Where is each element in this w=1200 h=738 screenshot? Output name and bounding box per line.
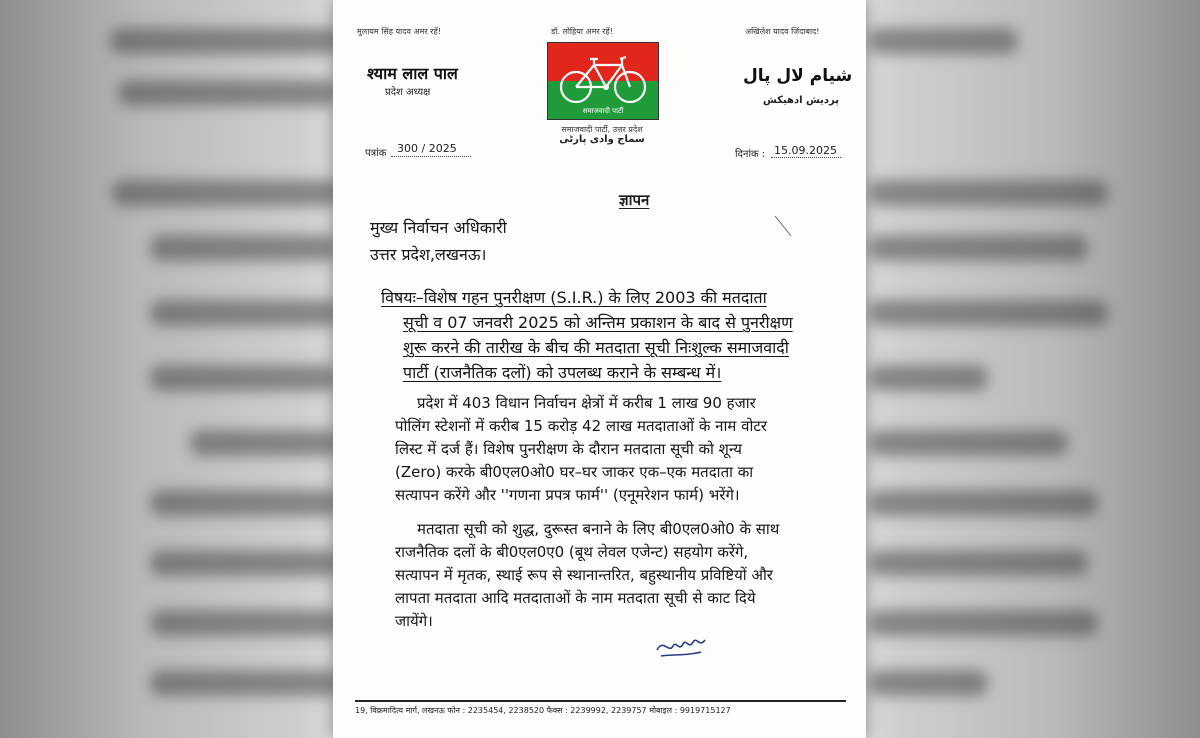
slogan-right: अखिलेश यादव जिंदाबाद! (745, 27, 820, 36)
paragraph-line: मतदाता सूची को शुद्ध, दुरूस्त बनाने के लिए बी0एल0ओ0 के साथ (417, 520, 780, 538)
paragraph-line: पोलिंग स्टेशनों में करीब 15 करोड़ 42 लाख मतदाताओं के नाम वोटर (395, 417, 768, 435)
subject-line: शुरू करने की तारीख के बीच की मतदाता सूची निःशुल्क समाजवादी (403, 338, 789, 357)
party-logo (547, 42, 659, 120)
paragraph-line: सत्यापन करेंगे और ''गणना प्रपत्र फार्म'' (एनूमरेशन फार्म) भरेंगे। (395, 486, 740, 504)
letterhead-footer: 19, विक्रमादित्य मार्ग, लखनऊ फोन : 2235454, 2238520 फैक्स : 2239992, 2239757 मोबाइल : 9919715127 (355, 700, 846, 716)
subject-line: विषयः–विशेष गहन पुनरीक्षण (S.I.R.) के लिए 2003 की मतदाता (381, 288, 767, 307)
recipient-line1: मुख्य निर्वाचन अधिकारी (370, 218, 507, 237)
subject-line: सूची व 07 जनवरी 2025 को अन्तिम प्रकाशन के बाद से पुनरीक्षण (403, 313, 793, 332)
party-name-urdu: سماج وادی پارٹی (559, 134, 645, 145)
paragraph-line: प्रदेश में 403 विधान निर्वाचन क्षेत्रों में करीब 1 लाख 90 हजार (417, 394, 756, 412)
letter-heading: ज्ञापन (619, 191, 650, 209)
slogan-center: डॉ. लोहिया अमर रहें! (551, 27, 613, 36)
pen-mark-icon (773, 214, 795, 240)
subject-line: पार्टी (राजनैतिक दलों) को उपलब्ध कराने के सम्बन्ध में। (403, 363, 722, 382)
paragraph-2 (395, 518, 835, 633)
paragraph-line: सत्यापन में मृतक, स्थाई रूप से स्थानान्तरित, बहुस्थानीय प्रविष्टियों और (395, 566, 773, 584)
sender-name-hindi: श्याम लाल पाल (367, 64, 458, 83)
paragraph-line: राजनैतिक दलों के बी0एल0ए0 (बूथ लेवल एजेन्ट) सहयोग करेंगे, (395, 543, 749, 561)
recipient-line2: उत्तर प्रदेश,लखनऊ। (370, 245, 487, 264)
bicycle-icon (556, 51, 650, 107)
date-value: 15.09.2025 (774, 144, 837, 157)
sender-title-hindi: प्रदेश अध्यक्ष (385, 87, 431, 98)
party-line: समाजवादी पार्टी, उत्तर प्रदेश (561, 125, 643, 134)
logo-label: समाजवादी पार्टी (582, 107, 624, 115)
subject-block (381, 285, 841, 385)
ref-label: पत्रांक (365, 148, 387, 159)
paragraph-line: जायेंगे। (395, 612, 433, 630)
ref-number: 300 / 2025 (397, 142, 457, 155)
paragraph-line: लापता मतदाता आदि मतदाताओं के नाम मतदाता सूची से काट दिये (395, 589, 756, 607)
paragraph-line: (Zero) करके बी0एल0ओ0 घर–घर जाकर एक–एक मतदाता का (395, 463, 754, 481)
paragraph-line: लिस्ट में दर्ज हैं। विशेष पुनरीक्षण के दौरान मतदाता सूची को शून्य (395, 440, 742, 458)
date-label: दिनांक : (735, 149, 766, 160)
slogan-left: मुलायम सिंह यादव अमर रहें! (357, 27, 441, 36)
sender-name-urdu: شیام لال پال (743, 66, 853, 86)
letter-page (333, 0, 866, 738)
sender-title-urdu: پردیش ادھیکش (763, 95, 840, 106)
paragraph-1 (395, 392, 835, 507)
signature-icon (653, 632, 709, 662)
